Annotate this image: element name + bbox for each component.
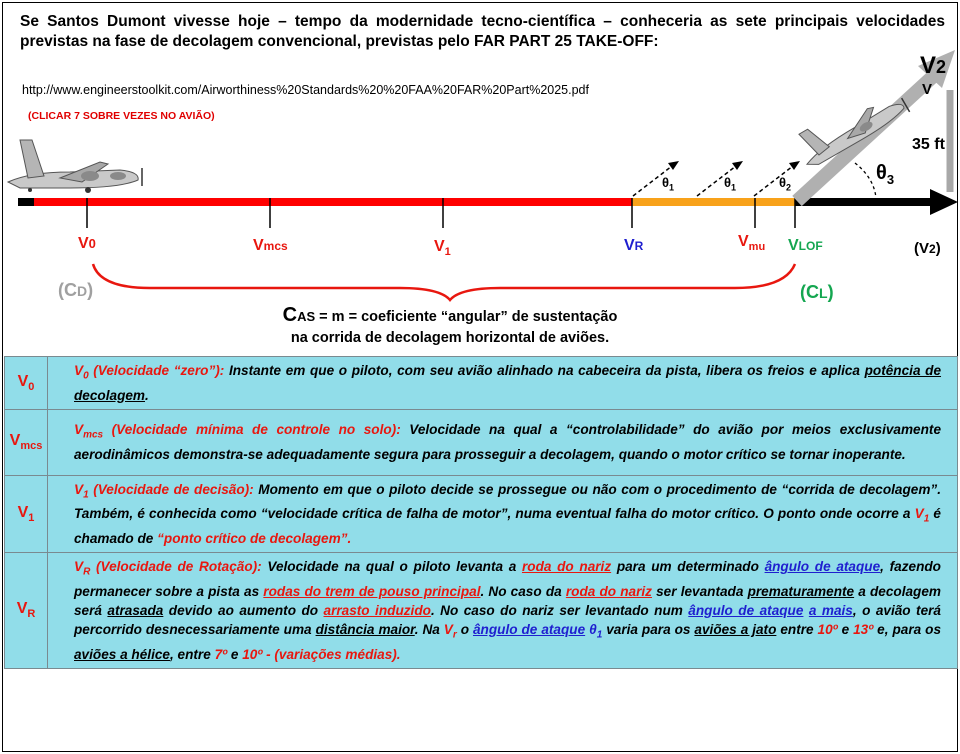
label-vmu: $V_{mu}$ — [738, 233, 766, 254]
def-text-vmcs: $V_{mcs}$ (Velocidade mínima de controle no solo): Velocidade na qual a “controlabilidade” do avião por meios exclusivamente aerodinâmicos demonstra-se adequadamente segura para prosseguir a decolagem, quando o motor crítico se tornar inoperante. — [48, 409, 958, 475]
page-title: Se Santos Dumont vivesse hoje – tempo da modernidade tecno-científica – conheceria as sete principais velocidades previstas na fase de decolagem convencional, previstas pelo FAR PART 25 TAKE-OFF: — [20, 13, 945, 50]
def-symbol-v0: $V_0$ — [5, 357, 48, 410]
cas-line-2: na corrida de decolagem horizontal de aviões. — [290, 330, 610, 346]
runway-black-segment — [795, 198, 930, 206]
def-text-vr: $V_R$ (Velocidade de Rotação): Velocidade na qual o piloto levanta a roda do nariz para um determinado ângulo de ataque, fazendo permanecer sobre a pista as rodas do trem de pouso principal. No caso da roda do nariz ser levantada prematuramente a decolagem será atrasada devido ao aumento do arrasto induzido. No caso do nariz ser levantado num ângulo de ataque a mais, o avião terá percorrido desnecessariamente uma distância maior. Na $V_r$ o ângulo de ataque $\theta_1$ varia para os aviões a jato entre 10º e 13º e, para os aviões a hélice, entre 7º e 10º - (variações médias). — [48, 553, 958, 668]
label-theta2: $\theta_2$ — [779, 175, 792, 193]
label-vlof: VLOF — [788, 237, 823, 254]
def-symbol-v1: $V_1$ — [5, 475, 48, 552]
label-v0: V0 — [78, 235, 96, 252]
cas-line-1: CAS = m = coeficiente “angular” de sustentação — [282, 304, 618, 326]
cas-caption — [260, 305, 640, 349]
def-symbol-vmcs: $V_{mcs}$ — [5, 409, 48, 475]
label-theta1-a: $\theta_1$ — [662, 175, 675, 193]
label-cl: (CL) — [800, 282, 834, 302]
def-row-v1 — [5, 475, 958, 552]
label-theta1-b: $\theta_1$ — [724, 175, 737, 193]
click-hint: (CLICAR 7 SOBRE VEZES NO AVIÃO) — [28, 110, 215, 122]
reference-url[interactable]: http://www.engineerstoolkit.com/Airworthiness%20Standards%20%20FAA%20FAR%20Part%2025.pdf — [22, 83, 589, 97]
def-text-v1: $V_1$ (Velocidade de decisão): Momento em que o piloto decide se prossegue ou não com o procedimento de “corrida de decolagem”. Também, é conhecida como “velocidade crítica de falha de motor”, numa eventual falha do motor crítico. O ponto onde ocorre a $V_1$ é chamado de “ponto crítico de decolagem”. — [48, 475, 958, 552]
label-v1: $V_1$ — [434, 238, 451, 259]
label-35ft: 35 ft — [912, 136, 945, 153]
label-v2-paren: (V2) — [914, 240, 941, 257]
speed-definitions-table — [4, 356, 958, 669]
def-row-v0 — [5, 357, 958, 410]
def-text-v0: $V_0$ (Velocidade “zero”): Instante em que o piloto, com seu avião alinhado na cabeceira da pista, libera os freios e aplica potência de decolagem. — [48, 357, 958, 410]
label-v2-big: V2 — [920, 52, 947, 79]
runway-orange-segment — [632, 198, 795, 206]
label-vr: VR — [624, 237, 644, 254]
label-theta3: $\theta_3$ — [876, 162, 895, 187]
label-v-small: V — [922, 81, 933, 98]
cas-bracket — [93, 264, 795, 300]
label-cd: (CD) — [58, 280, 94, 300]
runway-arrowhead — [930, 189, 958, 215]
def-row-vr — [5, 553, 958, 668]
label-vmcs: Vmcs — [253, 237, 288, 254]
theta3-arc — [855, 163, 876, 198]
runway-start-cap — [18, 198, 34, 206]
def-symbol-vr: $V_R$ — [5, 553, 48, 668]
runway-red-segment — [34, 198, 632, 206]
def-row-vmcs — [5, 409, 958, 475]
airplane-ground-icon[interactable] — [8, 140, 142, 193]
